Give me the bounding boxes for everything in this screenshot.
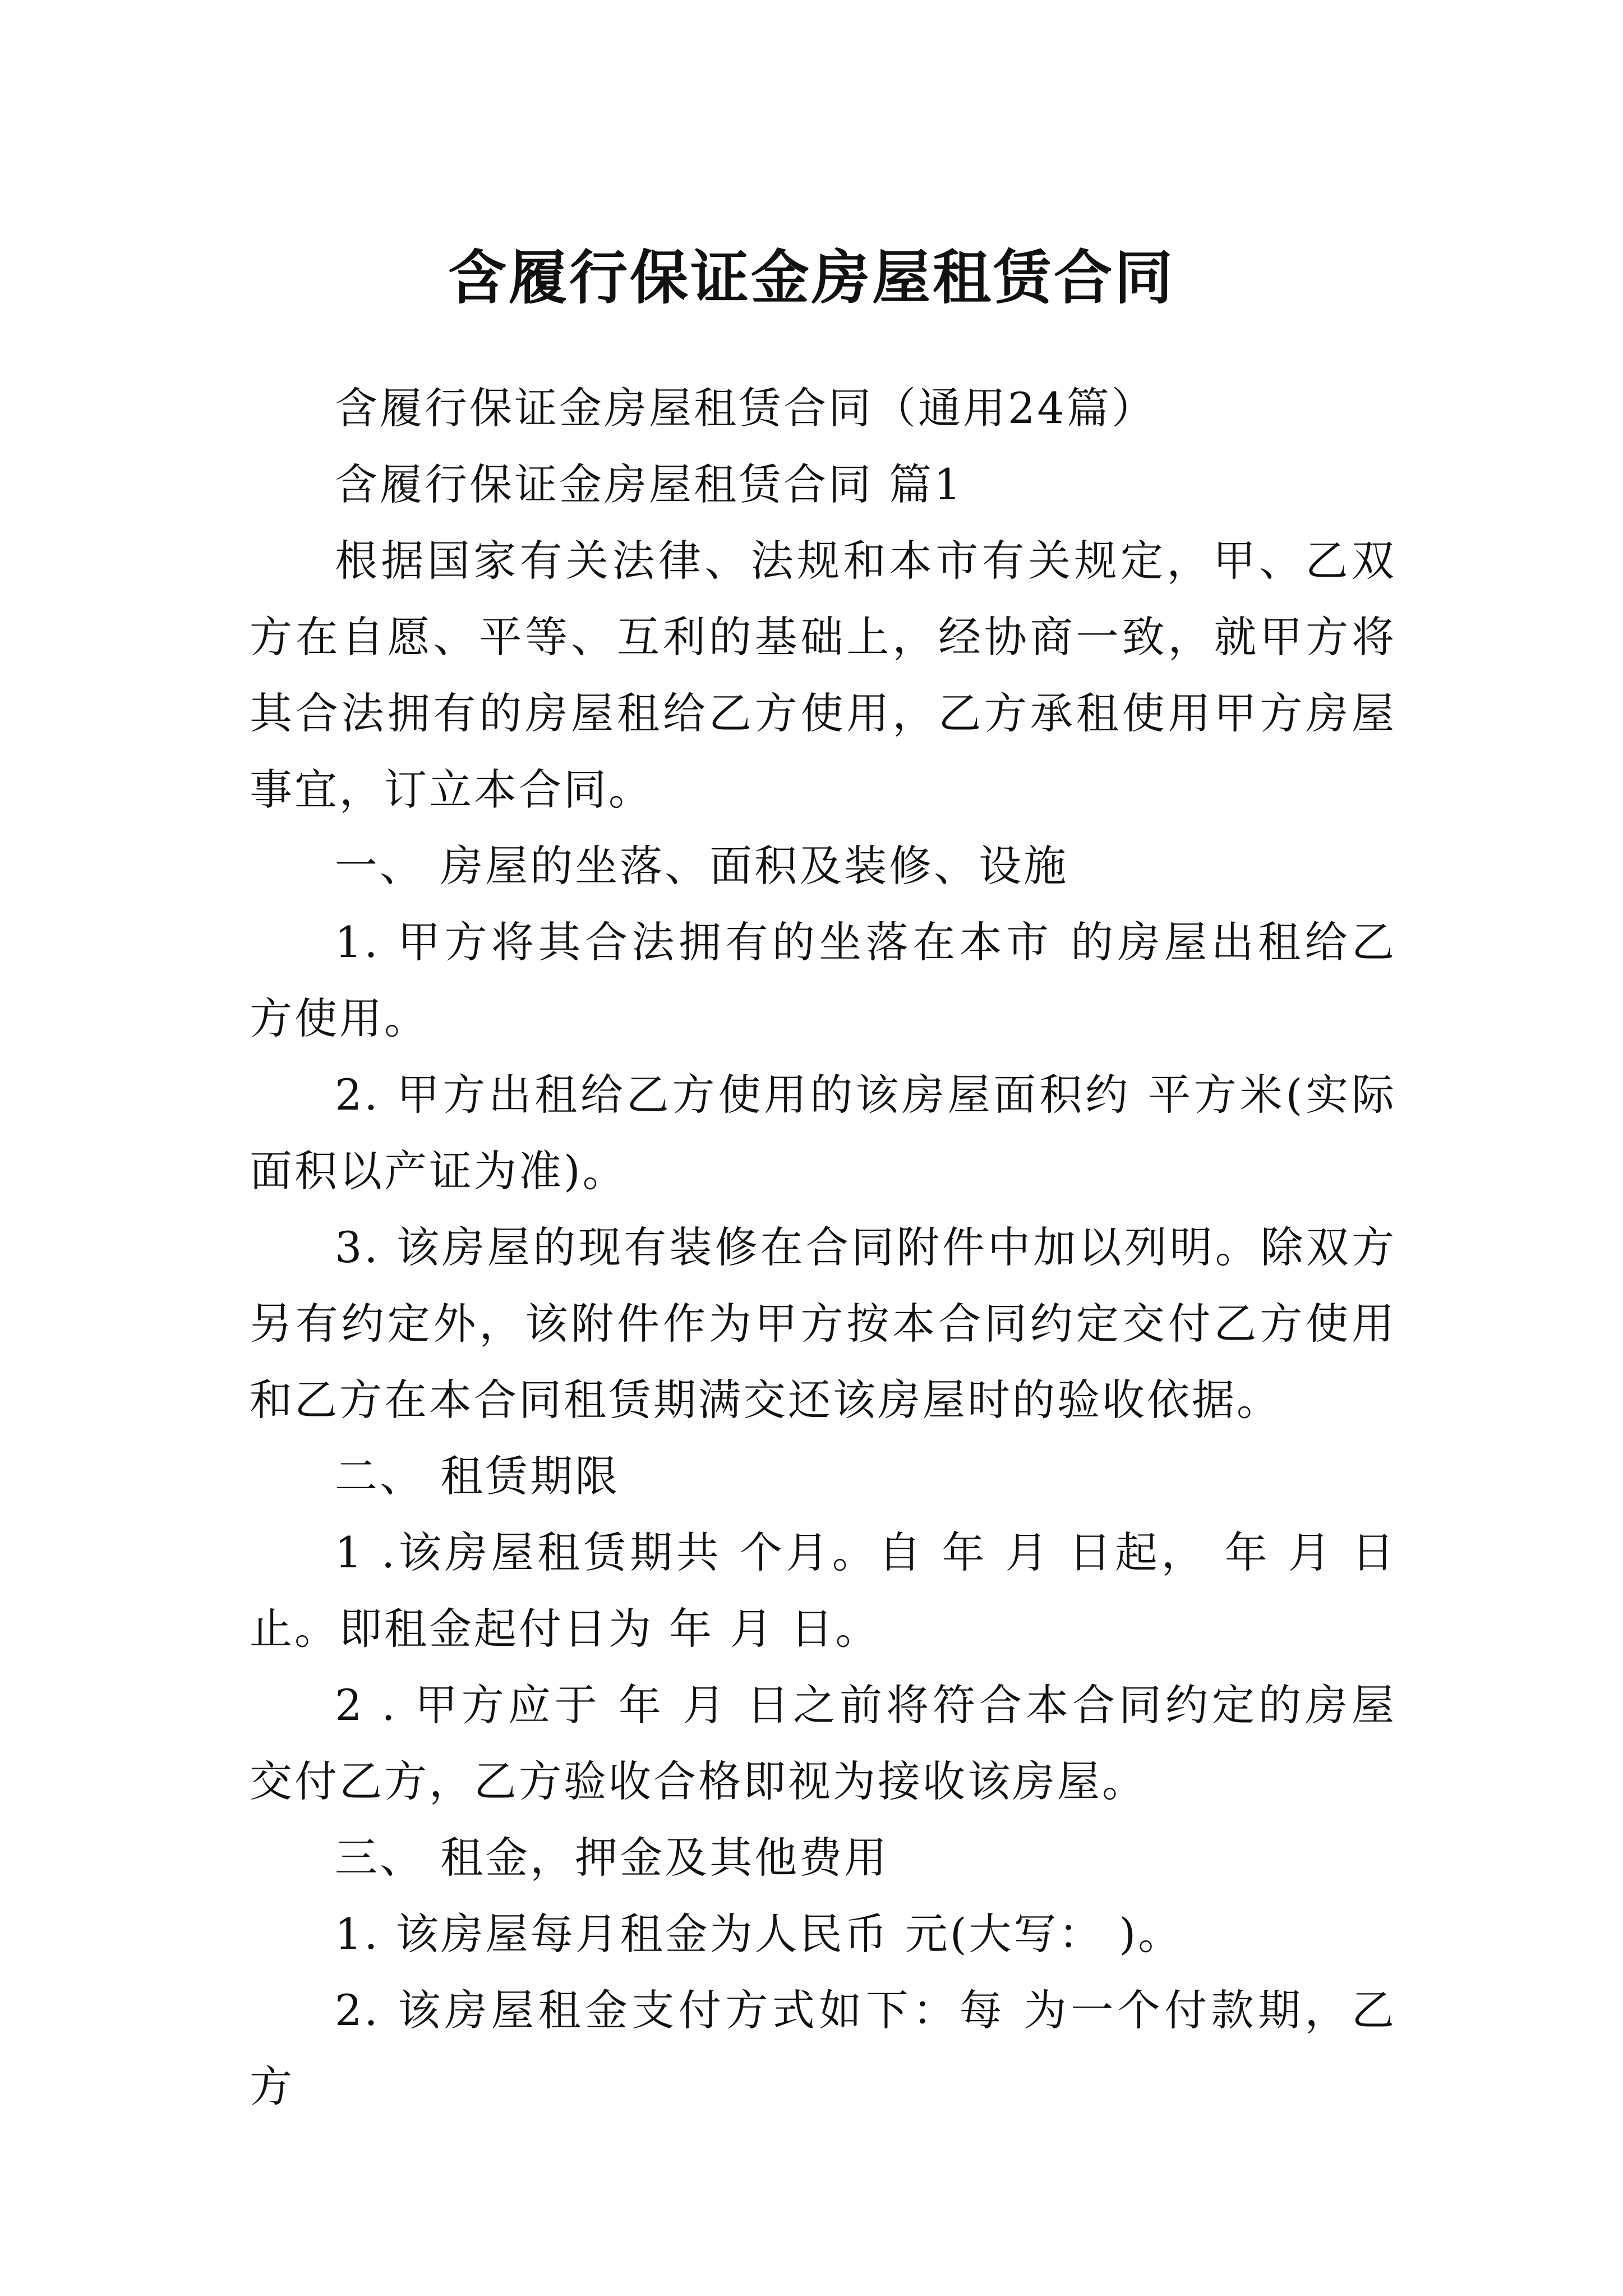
section-heading-3: 三、 租金，押金及其他费用 bbox=[335, 1833, 889, 1883]
clause-3-1: 1. 该房屋每月租金为人民币 元(大写： )。 bbox=[335, 1909, 1183, 1959]
clause-2-2: 2 . 甲方应于 年 月 日之前将符合本合同约定的房屋交付乙方，乙方验收合格即视为接收该房屋。 bbox=[250, 1680, 1396, 1806]
section-heading-2: 二、 租赁期限 bbox=[335, 1451, 620, 1501]
paragraph-heading-general: 含履行保证金房屋租赁合同（通用24篇） bbox=[335, 383, 1156, 433]
clause-3-2: 2. 该房屋租金支付方式如下：每 为一个付款期，乙方 bbox=[250, 1985, 1396, 2111]
paragraph-preamble: 根据国家有关法律、法规和本市有关规定，甲、乙双方在自愿、平等、互利的基础上，经协商一致，就甲方将其合法拥有的房屋租给乙方使用，乙方承租使用甲方房屋事宜，订立本合同。 bbox=[250, 536, 1396, 815]
section-heading-1: 一、 房屋的坐落、面积及装修、设施 bbox=[335, 841, 1069, 891]
document-body bbox=[250, 370, 1396, 2125]
clause-2-1: 1 .该房屋租赁期共 个月。自 年 月 日起， 年 月 日止。即租金起付日为 年 月 日。 bbox=[250, 1527, 1396, 1654]
clause-1-2: 2. 甲方出租给乙方使用的该房屋面积约 平方米(实际面积以产证为准)。 bbox=[250, 1070, 1396, 1196]
paragraph-part-title: 含履行保证金房屋租赁合同 篇1 bbox=[335, 459, 963, 509]
clause-1-1: 1. 甲方将其合法拥有的坐落在本市 的房屋出租给乙方使用。 bbox=[250, 917, 1396, 1043]
document-title: 含履行保证金房屋租赁合同 bbox=[448, 242, 1175, 312]
clause-1-3: 3. 该房屋的现有装修在合同附件中加以列明。除双方另有约定外，该附件作为甲方按本合同约定交付乙方使用和乙方在本合同租赁期满交还该房屋时的验收依据。 bbox=[250, 1222, 1396, 1425]
